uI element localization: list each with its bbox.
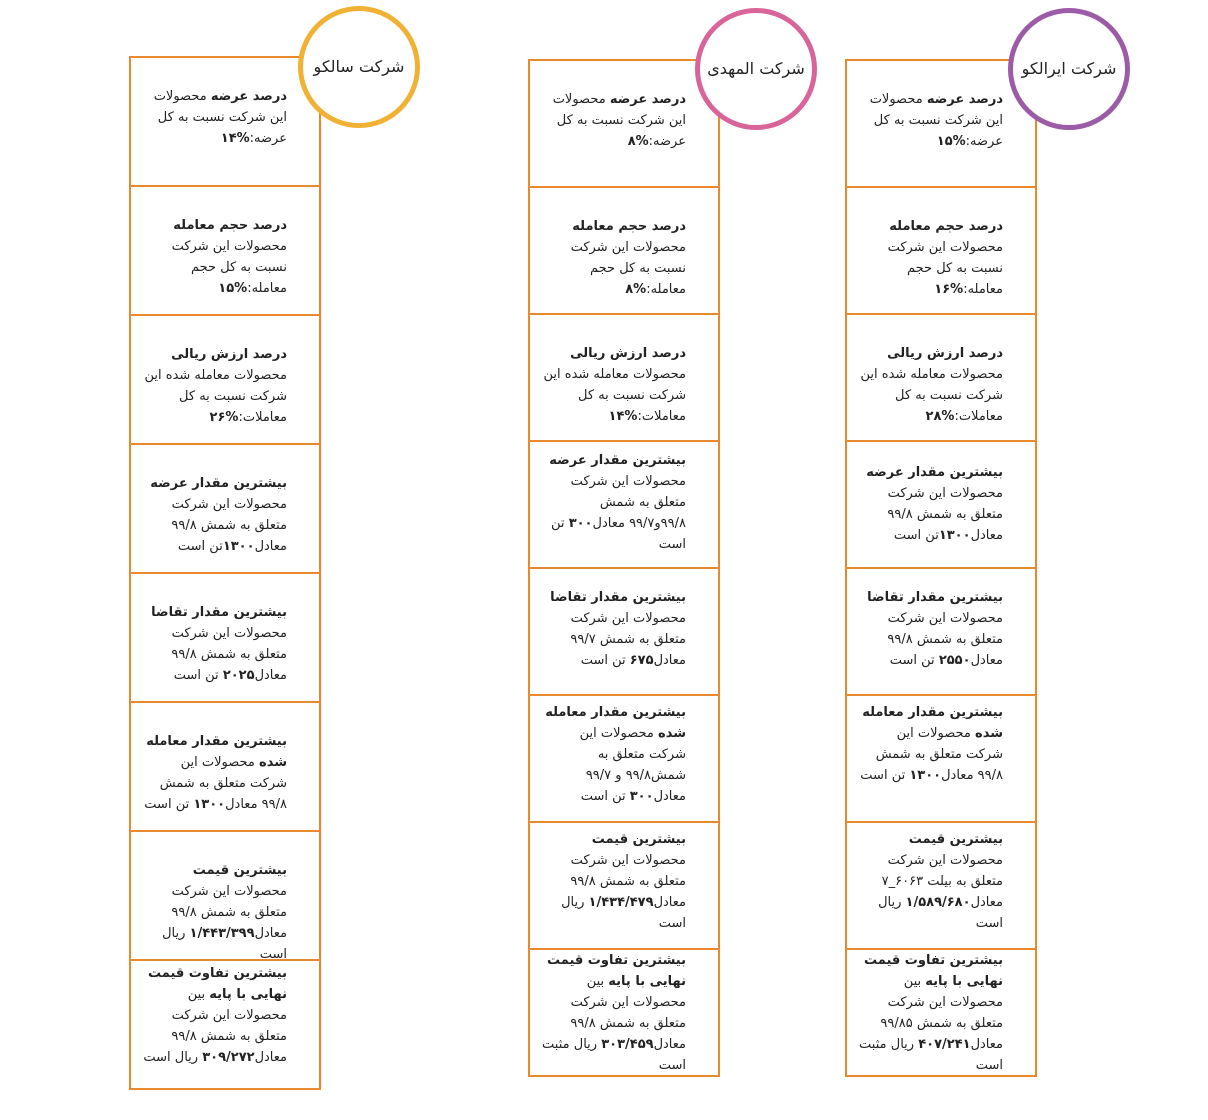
cell-value: ۱/۵۸۹/۶۸۰	[905, 895, 971, 910]
cell-title: درصد عرضه	[210, 89, 287, 104]
cell-body: محصولات معامله شده این شرکت نسبت به کل معاملات:	[543, 367, 686, 424]
cell-title: درصد ارزش ریالی	[887, 346, 1003, 361]
cell-body: محصولات معامله شده این شرکت نسبت به کل معاملات:	[144, 368, 287, 425]
cell-value: %۱۵	[218, 281, 248, 296]
cell-tail: تن است	[177, 539, 223, 554]
iralco-name: شرکت ایرالکو	[1021, 59, 1117, 78]
salco-max-price-diff	[131, 961, 319, 1090]
almahdi-name: شرکت المهدی	[707, 59, 805, 78]
iralco-value-percent	[847, 315, 1035, 442]
cell-title: درصد حجم معامله	[889, 219, 1003, 234]
iralco-max-supply	[847, 442, 1035, 569]
cell-body: محصولات این شرکت متعلق به شمش ۹۹/۸ معادل	[570, 853, 686, 910]
cell-tail: تن است	[144, 797, 194, 812]
salco-badge	[298, 6, 420, 128]
cell-title: بیشترین مقدار تقاضا	[550, 590, 686, 605]
cell-tail: تن است	[551, 516, 686, 552]
cell-title: بیشترین مقدار معامله شده	[862, 705, 1003, 741]
almahdi-max-supply	[530, 442, 718, 569]
cell-title: درصد حجم معامله	[572, 219, 686, 234]
cell-tail: ریال مثبت است	[542, 1037, 686, 1073]
cell-value: %۱۵	[936, 134, 966, 149]
almahdi-max-demand	[530, 569, 718, 696]
cell-body: محصولات این شرکت متعلق به شمش ۹۹/۸ معادل	[887, 486, 1003, 543]
cell-body: بین محصولات این شرکت متعلق به شمش ۹۹/۸۵ معادل	[880, 974, 1003, 1052]
salco-name: شرکت سالکو	[313, 57, 405, 76]
cell-body: محصولات این شرکت متعلق به شمش ۹۹/۸ معادل	[159, 755, 287, 812]
cell-value: %۸	[627, 134, 649, 149]
almahdi-max-traded	[530, 696, 718, 823]
cell-title: درصد عرضه	[926, 92, 1003, 107]
iralco-badge	[1008, 8, 1130, 130]
cell-value: ۳۰۰	[629, 789, 654, 804]
cell-value: %۲۶	[209, 410, 239, 425]
cell-value: ۱/۴۴۳/۳۹۹	[189, 926, 255, 941]
cell-body: محصولات این شرکت نسبت به کل عرضه:	[153, 89, 287, 146]
cell-tail: ریال است	[561, 895, 686, 931]
cell-value: %۱۶	[934, 282, 964, 297]
cell-title: بیشترین قیمت	[192, 863, 287, 878]
cell-value: ۳۰۳/۴۵۹	[601, 1037, 654, 1052]
cell-body: محصولات این شرکت متعلق به شمش ۹۹/۸ معادل	[171, 626, 287, 683]
iralco-supply-percent	[847, 61, 1035, 188]
cell-value: ۱۳۰۰	[938, 528, 971, 543]
cell-value: ۱۳۰۰	[222, 539, 255, 554]
cell-tail: تن است	[173, 668, 223, 683]
salco-supply-percent	[131, 58, 319, 187]
cell-title: بیشترین مقدار عرضه	[549, 453, 686, 468]
cell-body: محصولات این شرکت متعلق به شمش ۹۹/۷ معادل	[570, 611, 686, 668]
cell-value: ۳۰۹/۲۷۲	[202, 1050, 255, 1065]
cell-title: درصد ارزش ریالی	[570, 346, 686, 361]
cell-value: ۲۵۵۰	[938, 653, 971, 668]
cell-tail: ریال است	[162, 926, 287, 962]
cell-body: بین محصولات این شرکت متعلق به شمش ۹۹/۸ معادل	[171, 987, 287, 1065]
cell-body: محصولات این شرکت متعلق به شمش۹۹/۸ و ۹۹/۷ معادل	[579, 726, 686, 804]
cell-value: ۴۰۷/۲۴۱	[918, 1037, 971, 1052]
cell-value: ۲۰۲۵	[222, 668, 255, 683]
almahdi-volume-percent	[530, 188, 718, 315]
cell-title: بیشترین مقدار تقاضا	[151, 605, 287, 620]
salco-volume-percent	[131, 187, 319, 316]
cell-tail: تن است	[580, 789, 630, 804]
salco-max-supply	[131, 445, 319, 574]
cell-tail: تن است	[889, 653, 939, 668]
cell-body: محصولات این شرکت نسبت به کل حجم معامله:	[570, 240, 686, 297]
cell-title: بیشترین تفاوت قیمت نهایی با پایه	[147, 966, 287, 1002]
cell-value: ۱۳۰۰	[193, 797, 226, 812]
cell-value: %۱۴	[608, 409, 638, 424]
cell-title: درصد ارزش ریالی	[171, 347, 287, 362]
almahdi-max-price-diff	[530, 950, 718, 1077]
cell-body: محصولات این شرکت نسبت به کل عرضه:	[869, 92, 1003, 149]
cell-tail: تن است	[580, 653, 630, 668]
cell-body: محصولات این شرکت متعلق به بیلت ۶۰۶۳_۷ معادل	[881, 853, 1003, 910]
cell-title: بیشترین قیمت	[908, 832, 1003, 847]
iralco-max-price	[847, 823, 1035, 950]
cell-title: بیشترین قیمت	[591, 832, 686, 847]
iralco-max-demand	[847, 569, 1035, 696]
cell-body: محصولات این شرکت متعلق به شمش ۹۹/۸و۹۹/۷ معادل	[570, 474, 686, 531]
cell-tail: تن است	[860, 768, 910, 783]
cell-title: بیشترین مقدار عرضه	[150, 476, 287, 491]
cell-title: بیشترین مقدار معامله شده	[146, 734, 287, 770]
cell-tail: ریال است	[878, 895, 1003, 931]
cell-title: بیشترین مقدار تقاضا	[867, 590, 1003, 605]
cell-value: ۳۰۰	[568, 516, 593, 531]
cell-body: محصولات این شرکت نسبت به کل عرضه:	[552, 92, 686, 149]
cell-body: محصولات این شرکت نسبت به کل حجم معامله:	[887, 240, 1003, 297]
cell-value: %۱۴	[220, 131, 250, 146]
cell-title: بیشترین مقدار معامله شده	[545, 705, 686, 741]
iralco-column	[845, 59, 1037, 1077]
cell-tail: ریال مثبت است	[859, 1037, 1003, 1073]
almahdi-column	[528, 59, 720, 1077]
salco-value-percent	[131, 316, 319, 445]
cell-title: درصد عرضه	[609, 92, 686, 107]
cell-title: بیشترین تفاوت قیمت نهایی با پایه	[546, 953, 686, 989]
cell-body: محصولات این شرکت متعلق به شمش ۹۹/۸ معادل	[887, 611, 1003, 668]
cell-tail: تن است	[893, 528, 939, 543]
salco-column	[129, 56, 321, 1090]
cell-body: محصولات این شرکت متعلق به شمش ۹۹/۸ معادل	[171, 884, 287, 941]
cell-body: محصولات این شرکت نسبت به کل حجم معامله:	[171, 239, 287, 296]
cell-value: ۱/۴۳۴/۴۷۹	[588, 895, 654, 910]
cell-value: %۲۸	[925, 409, 955, 424]
iralco-max-traded	[847, 696, 1035, 823]
almahdi-badge	[695, 8, 817, 130]
cell-title: بیشترین مقدار عرضه	[866, 465, 1003, 480]
cell-body: محصولات این شرکت متعلق به شمش ۹۹/۸ معادل	[171, 497, 287, 554]
cell-value: %۸	[625, 282, 647, 297]
iralco-max-price-diff	[847, 950, 1035, 1077]
cell-body: بین محصولات این شرکت متعلق به شمش ۹۹/۸ معادل	[570, 974, 686, 1052]
cell-body: محصولات معامله شده این شرکت نسبت به کل معاملات:	[860, 367, 1003, 424]
cell-body: محصولات این شرکت متعلق به شمش ۹۹/۸ معادل	[875, 726, 1003, 783]
iralco-volume-percent	[847, 188, 1035, 315]
salco-max-price	[131, 832, 319, 961]
almahdi-supply-percent	[530, 61, 718, 188]
cell-value: ۶۷۵	[629, 653, 654, 668]
cell-value: ۱۳۰۰	[909, 768, 942, 783]
cell-tail: ریال است	[143, 1050, 203, 1065]
almahdi-max-price	[530, 823, 718, 950]
almahdi-value-percent	[530, 315, 718, 442]
salco-max-demand	[131, 574, 319, 703]
cell-title: درصد حجم معامله	[173, 218, 287, 233]
cell-title: بیشترین تفاوت قیمت نهایی با پایه	[863, 953, 1003, 989]
salco-max-traded	[131, 703, 319, 832]
